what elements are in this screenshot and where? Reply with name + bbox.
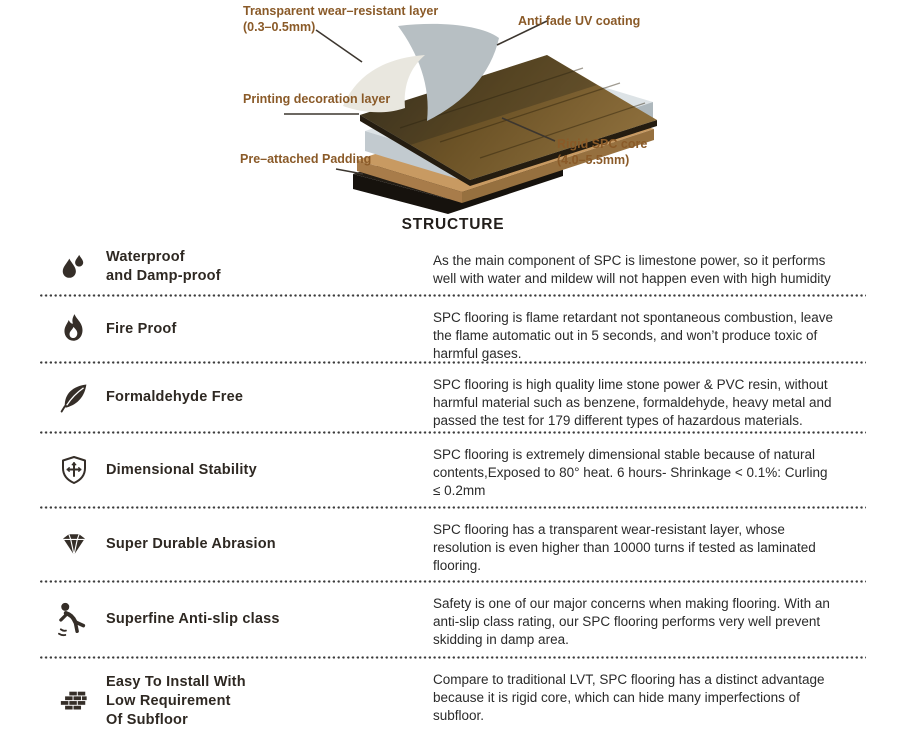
feature-description: SPC flooring has a transparent wear-resistant layer, whose resolution is even higher than 10000 turns if tested as laminated flooring. [433,522,816,573]
label-spc-core-line1: Rigid SPC core [557,137,648,151]
water-drops-icon [42,252,106,282]
feature-description: Compare to traditional LVT, SPC flooring has a distinct advantage because it is rigid core, which can hide many imperfections of subfloor. [433,672,825,723]
feature-row-easy-install [0,659,912,744]
diamond-icon [42,530,106,560]
feature-title-line: Super Durable Abrasion [106,536,276,552]
feature-row-waterproof [0,240,912,294]
label-spc-core [557,136,647,168]
feature-row-fire-proof [0,297,912,361]
feature-row-anti-slip [0,583,912,656]
feature-left-cell [0,583,433,656]
feature-title-line: Waterproof [106,249,185,265]
feature-title-line: Fire Proof [106,320,177,337]
feature-title [106,535,276,554]
feature-row-formaldehyde-free [0,364,912,431]
feature-list [0,240,912,744]
leaf-icon [42,380,106,416]
feature-title-line: Superfine Anti-slip class [106,611,280,627]
feature-title-line: Easy To Install With [106,674,246,690]
label-spc-core-line2: (4.0–5.5mm) [557,153,630,167]
flame-icon [42,312,106,346]
feature-left-cell [0,509,433,580]
feature-description: Safety is one of our major concerns when making flooring. With an anti-slip class rating, our SPC flooring performs very well prevent skidding in damp area. [433,596,830,647]
label-uv-coating: Anti fade UV coating [518,14,641,28]
feature-title-line: and Damp-proof [106,268,221,284]
feature-title-line: Low Requirement [106,693,231,709]
label-printing-layer: Printing decoration layer [243,92,391,106]
feature-title [106,610,280,629]
feature-description: SPC flooring is flame retardant not spontaneous combustion, leave the flame automatic out in 5 seconds, and won’t produce toxic of harmful gases. [433,310,833,361]
bricks-icon [42,690,106,714]
feature-title [106,461,257,480]
structure-heading: STRUCTURE [401,216,505,233]
feature-row-dimensional-stability [0,434,912,506]
feature-title [106,248,221,286]
feature-left-cell [0,240,433,294]
feature-title-line: Dimensional Stability [106,461,257,478]
feature-title [106,388,243,407]
slipping-person-icon [42,600,106,640]
label-wear-layer-line1: Transparent wear–resistant layer [243,4,439,18]
feature-title [106,320,176,339]
feature-description: As the main component of SPC is limestone power, so it performs well with water and mildew will not happen even with high humidity [433,253,831,286]
feature-title-line: Formaldehyde Free [106,389,244,405]
label-wear-layer [243,3,438,35]
feature-left-cell [0,659,433,744]
feature-description: SPC flooring is extremely dimensional stable because of natural contents,Exposed to 80° heat. 6 hours- Shrinkage < 0.1%: Curling ≤ 0.2mm [433,447,828,498]
feature-description: SPC flooring is high quality lime stone power & PVC resin, without harmful material such as benzene, formaldehyde, heavy metal and passed the test for 179 different types of hazardous materials. [433,377,832,428]
feature-row-durable-abrasion [0,509,912,580]
label-padding: Pre–attached Padding [240,152,372,166]
structure-diagram [0,0,912,240]
feature-left-cell [0,297,433,361]
shield-cross-icon [42,454,106,486]
feature-left-cell [0,364,433,431]
feature-left-cell [0,434,433,506]
feature-title [106,673,246,730]
feature-title-line: Of Subfloor [106,712,188,728]
label-wear-layer-line2: (0.3–0.5mm) [243,20,316,34]
